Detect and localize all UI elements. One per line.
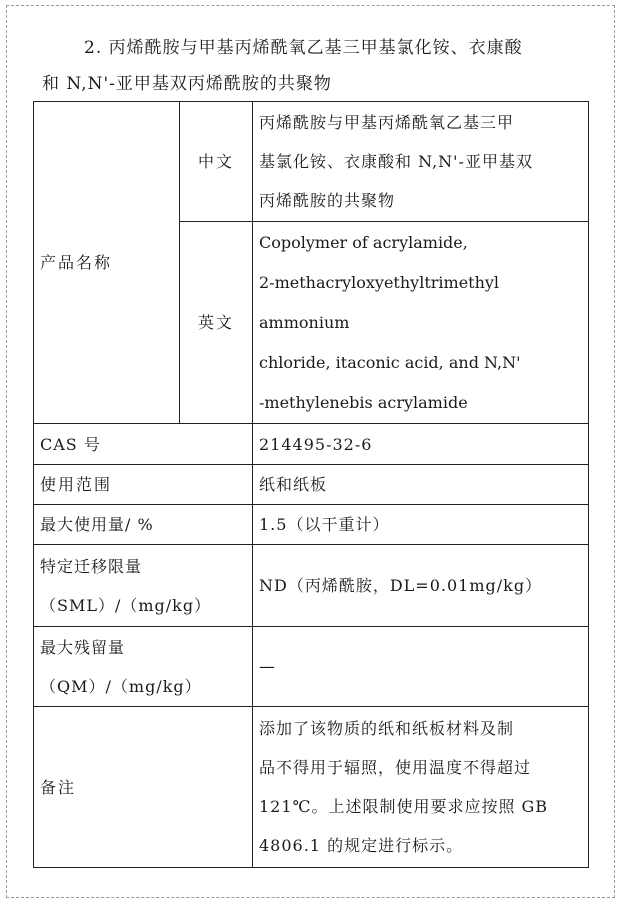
section-title-line2: 和 N,N'-亚甲基双丙烯酰胺的共聚物 bbox=[42, 74, 332, 94]
english-name-line: 2-methacryloxyethyltrimethyl bbox=[259, 272, 500, 292]
remarks-cell bbox=[253, 707, 589, 868]
qm-label-cell bbox=[34, 627, 253, 707]
remarks-line: 121℃。上述限制使用要求应按照 GB bbox=[259, 797, 549, 816]
table-row bbox=[34, 424, 589, 465]
english-name-line: chloride, itaconic acid, and N,N' bbox=[259, 352, 521, 372]
sml-label-line: （SML）/（mg/kg） bbox=[40, 595, 212, 615]
remarks-line: 4806.1 的规定进行标示。 bbox=[259, 836, 464, 855]
chinese-name-line: 基氯化铵、衣康酸和 N,N'-亚甲基双 bbox=[259, 152, 533, 171]
cas-value: 214495-32-6 bbox=[253, 424, 589, 465]
max-usage-value: 1.5（以干重计） bbox=[253, 505, 589, 545]
english-name-line: -methylenebis acrylamide bbox=[259, 392, 468, 412]
qm-value: — bbox=[253, 627, 589, 707]
usage-label: 使用范围 bbox=[34, 465, 253, 505]
heading-line-1 bbox=[84, 30, 523, 66]
chinese-name-cell bbox=[253, 102, 589, 222]
substance-table bbox=[33, 101, 589, 868]
cas-label: CAS 号 bbox=[34, 424, 253, 465]
chinese-name-line: 丙烯酰胺的共聚物 bbox=[259, 191, 396, 210]
section-number: 2. bbox=[84, 38, 103, 58]
english-label: 英文 bbox=[180, 222, 253, 424]
table-row bbox=[34, 505, 589, 545]
product-name-label: 产品名称 bbox=[34, 102, 180, 424]
max-usage-label: 最大使用量/ % bbox=[34, 505, 253, 545]
qm-label-line: （QM）/（mg/kg） bbox=[40, 676, 202, 696]
table-row bbox=[34, 545, 589, 627]
usage-value: 纸和纸板 bbox=[253, 465, 589, 505]
remarks-label: 备注 bbox=[34, 707, 253, 868]
english-name-line: Copolymer of acrylamide, bbox=[259, 232, 468, 252]
section-title-line1: 丙烯酰胺与甲基丙烯酰氧乙基三甲基氯化铵、衣康酸 bbox=[108, 38, 523, 58]
table-row bbox=[34, 465, 589, 505]
table-row bbox=[34, 707, 589, 868]
chinese-name-line: 丙烯酰胺与甲基丙烯酰氧乙基三甲 bbox=[259, 113, 515, 132]
sml-label-line: 特定迁移限量 bbox=[40, 556, 143, 576]
remarks-line: 品不得用于辐照，使用温度不得超过 bbox=[259, 758, 532, 777]
english-name-cell bbox=[253, 222, 589, 424]
sml-value: ND（丙烯酰胺，DL=0.01mg/kg） bbox=[253, 545, 589, 627]
english-name-line: ammonium bbox=[259, 312, 350, 332]
table-row bbox=[34, 102, 589, 222]
qm-label-line: 最大残留量 bbox=[40, 637, 126, 657]
table-row bbox=[34, 627, 589, 707]
remarks-line: 添加了该物质的纸和纸板材料及制 bbox=[259, 719, 515, 738]
sml-label-cell bbox=[34, 545, 253, 627]
chinese-label: 中文 bbox=[180, 102, 253, 222]
